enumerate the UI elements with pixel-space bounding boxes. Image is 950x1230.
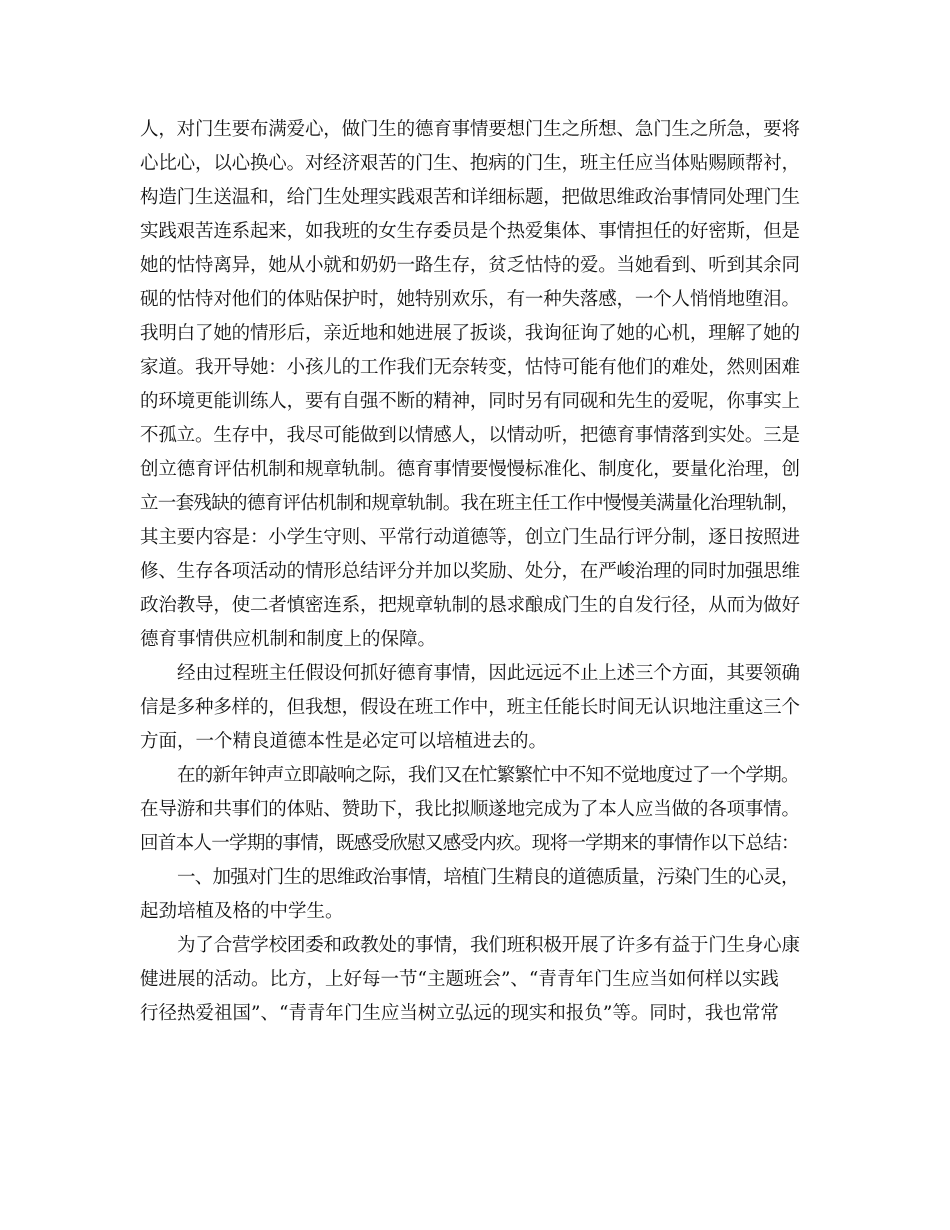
document-body: [140, 113, 800, 1031]
text-line: 起劲培植及格的中学生。: [140, 901, 344, 922]
text-line: 行径热爱祖国”、“青青年门生应当树立弘远的现实和报负”等。同时，我也常常: [140, 1003, 779, 1024]
text-line: 心比心，以心换心。对经济艰苦的门生、抱病的门生，班主任应当体贴赐顾帮衬，: [140, 153, 800, 174]
text-line: 信是多种多样的，但我想，假设在班工作中，班主任能长时间无认识地注重这三个: [140, 697, 800, 718]
text-line: 构造门生送温和，给门生处理实践艰苦和详细标题，把做思维政治事情同处理门生: [140, 187, 800, 208]
text-line: 立一套残缺的德育评估机制和规章轨制。我在班主任工作中慢慢美满量化治理轨制，: [140, 493, 799, 514]
text-line: 砚的怙恃对他们的体贴保护时，她特别欢乐，有一种失落感，一个人悄悄地堕泪。: [140, 289, 800, 310]
text-line: 政治教导，使二者慎密连系，把规章轨制的恳求酿成门生的自发行径，从而为做好: [140, 595, 800, 616]
text-line: 不孤立。生存中，我尽可能做到以情感人，以情动听，把德育事情落到实处。三是: [140, 425, 800, 446]
text-line: 德育事情供应机制和制度上的保障。: [140, 629, 437, 650]
text-line: 方面，一个精良道德本性是必定可以培植进去的。: [140, 731, 548, 752]
text-line: 回首本人一学期的事情，既感受欣慰又感受内疚。现将一学期来的事情作以下总结：: [140, 833, 799, 854]
text-line: 其主要内容是：小学生守则、平常行动道德等，创立门生品行评分制，逐日按照进: [140, 527, 800, 548]
text-line: 的环境更能训练人，要有自强不断的精神，同时另有同砚和先生的爱呢，你事实上: [140, 391, 800, 412]
text-line: 一、加强对门生的思维政治事情，培植门生精良的道德质量，污染门生的心灵，: [177, 867, 799, 888]
text-line: 家道。我开导她：小孩儿的工作我们无奈转变，怙恃可能有他们的难处，然则困难: [140, 357, 800, 378]
text-line: 修、生存各项活动的情形总结评分并加以奖励、处分，在严峻治理的同时加强思维: [140, 561, 800, 582]
text-line: 在的新年钟声立即敲响之际，我们又在忙繁繁忙中不知不觉地度过了一个学期。: [177, 765, 799, 786]
text-line: 在导游和共事们的体贴、赞助下，我比拟顺遂地完成为了本人应当做的各项事情。: [140, 799, 800, 820]
text-line: 为了合营学校团委和政教处的事情，我们班积极开展了许多有益于门生身心康: [177, 935, 800, 956]
text-line: 创立德育评估机制和规章轨制。德育事情要慢慢标准化、制度化，要量化治理，创: [140, 459, 800, 480]
text-line: 她的怙恃离异，她从小就和奶奶一路生存，贫乏怙恃的爱。当她看到、听到其余同: [140, 255, 800, 276]
text-line: 我明白了她的情形后，亲近地和她进展了扳谈，我询征询了她的心机，理解了她的: [140, 323, 800, 344]
text-line: 实践艰苦连系起来，如我班的女生存委员是个热爱集体、事情担任的好密斯，但是: [140, 221, 800, 242]
text-line: 人，对门生要布满爱心，做门生的德育事情要想门生之所想、急门生之所急，要将: [140, 119, 800, 140]
text-line: 健进展的活动。比方，上好每一节“主题班会”、“青青年门生应当如何样以实践: [140, 969, 779, 990]
text-line: 经由过程班主任假设何抓好德育事情，因此远远不止上述三个方面，其要领确: [177, 663, 800, 684]
